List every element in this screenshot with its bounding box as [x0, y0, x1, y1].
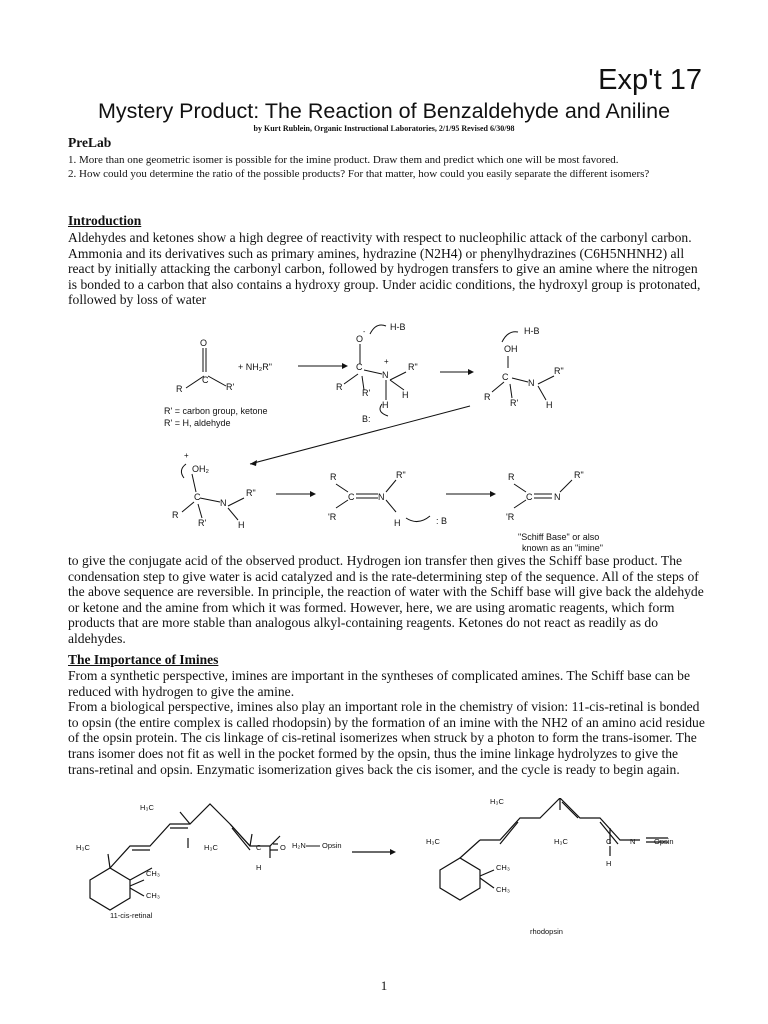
svg-text:O: O — [280, 843, 286, 852]
svg-text:N: N — [554, 492, 561, 502]
svg-text:R': R' — [362, 388, 371, 398]
r-ketone-note: R' = carbon group, ketone — [164, 406, 268, 416]
methyl-label-2: CH₃ — [146, 869, 160, 878]
svg-text:C: C — [502, 372, 509, 382]
base-label-2: : B — [436, 516, 448, 526]
imine-label: known as an "imine" — [522, 543, 603, 552]
opsin-label: Opsin — [322, 841, 342, 850]
opsin-label-2: Opsin — [654, 837, 674, 846]
svg-text:H: H — [256, 863, 262, 872]
document-title: Mystery Product: The Reaction of Benzaldehyde and Aniline — [97, 99, 671, 123]
svg-text:R": R" — [246, 488, 256, 498]
svg-text:C: C — [526, 492, 533, 502]
svg-text:H: H — [382, 400, 389, 410]
svg-text:R": R" — [574, 470, 584, 480]
acid-label-2: H-B — [524, 326, 540, 336]
svg-text:O: O — [356, 334, 364, 344]
hydroxyl-label: OH — [504, 344, 518, 354]
amine-reagent: + NH₂R" — [238, 362, 272, 372]
retinal-scheme — [70, 798, 710, 948]
acid-label: H-B — [390, 322, 406, 332]
svg-text:H: H — [546, 400, 553, 410]
svg-text:R: R — [330, 472, 337, 482]
svg-text:C: C — [606, 837, 612, 846]
svg-text:N: N — [378, 492, 385, 502]
imines-heading: The Importance of Imines — [68, 652, 219, 667]
svg-text:C: C — [348, 492, 355, 502]
methyl-label-10: H₃C — [554, 837, 568, 846]
svg-text:+: + — [384, 357, 389, 366]
methyl-label-4: H₃C — [140, 803, 154, 812]
imines-paragraph-1: From a synthetic perspective, imines are important in the syntheses of complicated amines. The Schiff base can be reduced with hydrogen to give the amine. — [68, 668, 690, 699]
methyl-label-8: CH₃ — [496, 863, 510, 872]
svg-text:H: H — [394, 518, 401, 528]
methyl-label-6: H₃C — [490, 798, 504, 806]
svg-text:R': R' — [226, 382, 235, 392]
svg-text:-: - — [363, 329, 366, 336]
methyl-label-1: H₃C — [76, 843, 90, 852]
svg-text:C: C — [356, 362, 363, 372]
prelab-question-2: 2. How could you determine the ratio of the possible products? For that matter, how could you easily separate the different isomers? — [68, 168, 650, 180]
svg-text:R: R — [172, 510, 179, 520]
r-aldehyde-note: R' = H, aldehyde — [164, 418, 231, 428]
methyl-label-9: CH₃ — [496, 885, 510, 894]
imines-text — [68, 668, 708, 777]
svg-text:H: H — [402, 390, 409, 400]
amine-label: H₂N — [292, 841, 306, 850]
svg-text:R': R' — [198, 518, 207, 528]
svg-text:O: O — [200, 338, 208, 348]
svg-text:R": R" — [396, 470, 406, 480]
svg-text:N: N — [382, 370, 389, 380]
rhodopsin-label: rhodopsin — [530, 927, 563, 936]
page-number: 1 — [380, 978, 388, 993]
methyl-label-3: CH₃ — [146, 891, 160, 900]
imines-paragraph-2: From a biological perspective, imines also play an important role in the chemistry of vision: 11-cis-retinal is bonded to opsin (the entire complex is called rhodopsin) by the formation of an imine with the NH2 of an amino acid residue of the opsin protein. The cis linkage of cis-retinal isomerizes when struck by a photon to form the trans-isomer. The trans isomer does not fit as well in the pocket formed by the opsin, thus the imine linkage hydrolyzes to give the trans-retinal and opsin. Enzymatic isomerization gives back the cis isomer, and the cycle is ready to begin again. — [68, 699, 705, 777]
svg-text:R': R' — [510, 398, 519, 408]
prelab-question-1: 1. More than one geometric isomer is possible for the imine product. Draw them and predict which one will be most favored. — [68, 154, 619, 166]
cis-retinal-label: 11-cis-retinal — [110, 911, 153, 920]
svg-text:R: R — [176, 384, 183, 394]
schiff-base-label: "Schiff Base" or also — [518, 532, 600, 542]
methyl-label-5: H₃C — [204, 843, 218, 852]
base-label: B: — [362, 414, 371, 424]
svg-text:R": R" — [408, 362, 418, 372]
svg-text:C: C — [256, 843, 262, 852]
byline: by Kurt Rublein, Organic Instructional Laboratories, 2/1/95 Revised 6/30/98 — [253, 124, 515, 133]
svg-text:H: H — [238, 520, 245, 530]
svg-text:+: + — [184, 451, 189, 460]
introduction-heading: Introduction — [68, 213, 142, 228]
svg-text:R: R — [336, 382, 343, 392]
svg-text:N: N — [528, 378, 535, 388]
mechanism-scheme — [150, 312, 710, 552]
svg-text:H: H — [606, 859, 612, 868]
prelab-heading: PreLab — [68, 135, 112, 150]
methyl-label-7: H₃C — [426, 837, 440, 846]
svg-text:R: R — [484, 392, 491, 402]
svg-text:R: R — [508, 472, 515, 482]
svg-text:N: N — [220, 498, 227, 508]
svg-text:'R: 'R — [506, 512, 515, 522]
prelab-questions — [68, 153, 708, 181]
introduction-continued: to give the conjugate acid of the observed product. Hydrogen ion transfer then gives the Schiff base product. The condensation step to give water is acid catalyzed and is the rate-determining step of the sequence. All of the steps of the above sequence are reversible. In principle, the reaction of water with the Schiff base will give back the aldehyde or ketone and the amine from which it was formed. However, here, we are using aromatic reagents, which form products that are more stable than analogous alkyl-containing reagents. Ketones do not react as readily as do aldehydes. — [68, 553, 704, 646]
experiment-number: Exp't 17 — [598, 64, 702, 96]
svg-text:R": R" — [554, 366, 564, 376]
svg-text:N: N — [630, 837, 636, 846]
svg-text:C: C — [202, 375, 209, 385]
svg-text:'R: 'R — [328, 512, 337, 522]
protonated-hydroxyl: OH₂ — [192, 464, 209, 474]
svg-text:C: C — [194, 492, 201, 502]
introduction-paragraph: Aldehydes and ketones show a high degree of reactivity with respect to nucleophilic attack of the carbonyl carbon. Ammonia and its derivatives such as primary amines, hydrazine (N2H4) or phenylhydrazines (C6H5NHNH2) all react by initially attacking the carbonyl carbon, followed by hydrogen transfers to give an amine where the nitrogen is bonded to a carbon that also contains a hydroxy group. Under acidic conditions, the hydroxyl group is protonated, followed by loss of water — [68, 230, 701, 308]
